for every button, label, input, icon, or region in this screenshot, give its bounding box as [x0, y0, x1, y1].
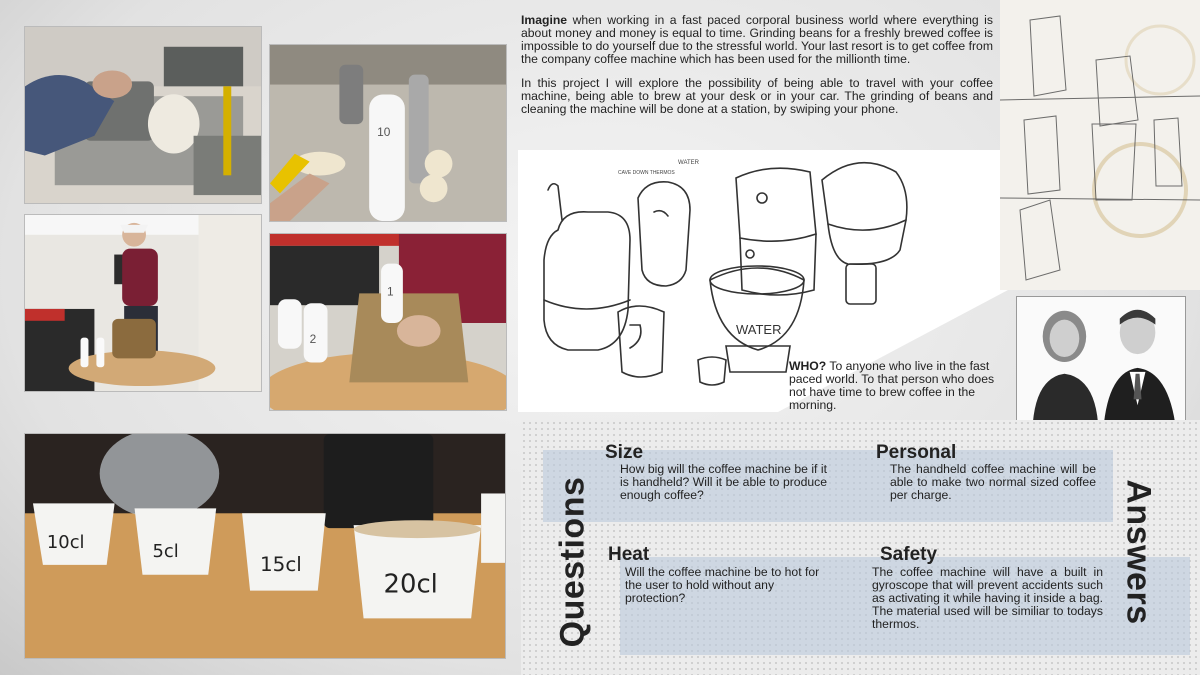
team-portrait — [1016, 296, 1186, 424]
cup-label-2: 5cl — [152, 540, 179, 562]
intro-text — [521, 14, 993, 126]
intro-paragraph-2: In this project I will explore the possibility of being able to travel with your coffee machine, being able to brew at your desk or in your car. The grinding of beans and cleaning the machine will be done at a station, by swiping your phone. — [521, 75, 993, 116]
photo-man-with-bag — [24, 214, 262, 392]
cup-label-4: 20cl — [383, 569, 438, 600]
photo-prototype-tubes — [269, 44, 507, 222]
who-label: WHO? — [789, 359, 827, 373]
size-question: How big will the coffee machine be if it is handheld? Will it be able to produce enough coffee? — [620, 462, 827, 502]
photo-labelled-cups — [24, 433, 506, 659]
sketch-water-lid: WATER — [736, 322, 782, 337]
personal-answer: The handheld coffee machine will be able to make two normal sized coffee per charge. — [890, 462, 1096, 502]
cup-label-1: 10cl — [46, 532, 85, 553]
sketch-water-note: WATER — [678, 160, 699, 166]
tube-number-c: 2 — [309, 331, 317, 346]
intro-lead-word: Imagine — [521, 13, 568, 27]
intro-paragraph-1 — [521, 14, 993, 66]
sketch-thermos-note: CAVE DOWN THERMOS — [618, 170, 675, 176]
photo-lathe — [24, 26, 262, 204]
cup-label-3: 15cl — [260, 552, 302, 576]
answers-label: Answers — [1119, 479, 1158, 625]
heat-heading: Heat — [608, 544, 650, 565]
questions-label: Questions — [553, 476, 592, 648]
photo-tube-into-bag — [269, 233, 507, 411]
who-text — [789, 360, 1009, 412]
who-description: To anyone who live in the fast paced world. To that person who does not have time to brew coffee in the morning. — [789, 359, 995, 412]
size-heading: Size — [605, 442, 644, 463]
safety-answer: The coffee machine will have a built in gyroscope that will prevent accidents such as activating it while having it inside a bag. The material used will be similiar to todays thermos. — [872, 565, 1103, 631]
personal-heading: Personal — [876, 442, 957, 463]
tube-number-b: 1 — [387, 284, 394, 299]
heat-question: Will the coffee machine be to hot for the user to hold without any protection? — [625, 565, 820, 605]
safety-heading: Safety — [880, 544, 938, 565]
thermos-form-sketches — [1000, 0, 1200, 290]
tube-number-a: 10 — [377, 124, 391, 139]
intro-paragraph-1-text: when working in a fast paced corporal business world where everything is about money and money is equal to time. Grinding beans for a freshly brewed coffee is impossible to do yourself due to the stressful world. Your last resort is to get coffee from the company coffee machine which has been used for the millionth time. — [521, 13, 993, 66]
